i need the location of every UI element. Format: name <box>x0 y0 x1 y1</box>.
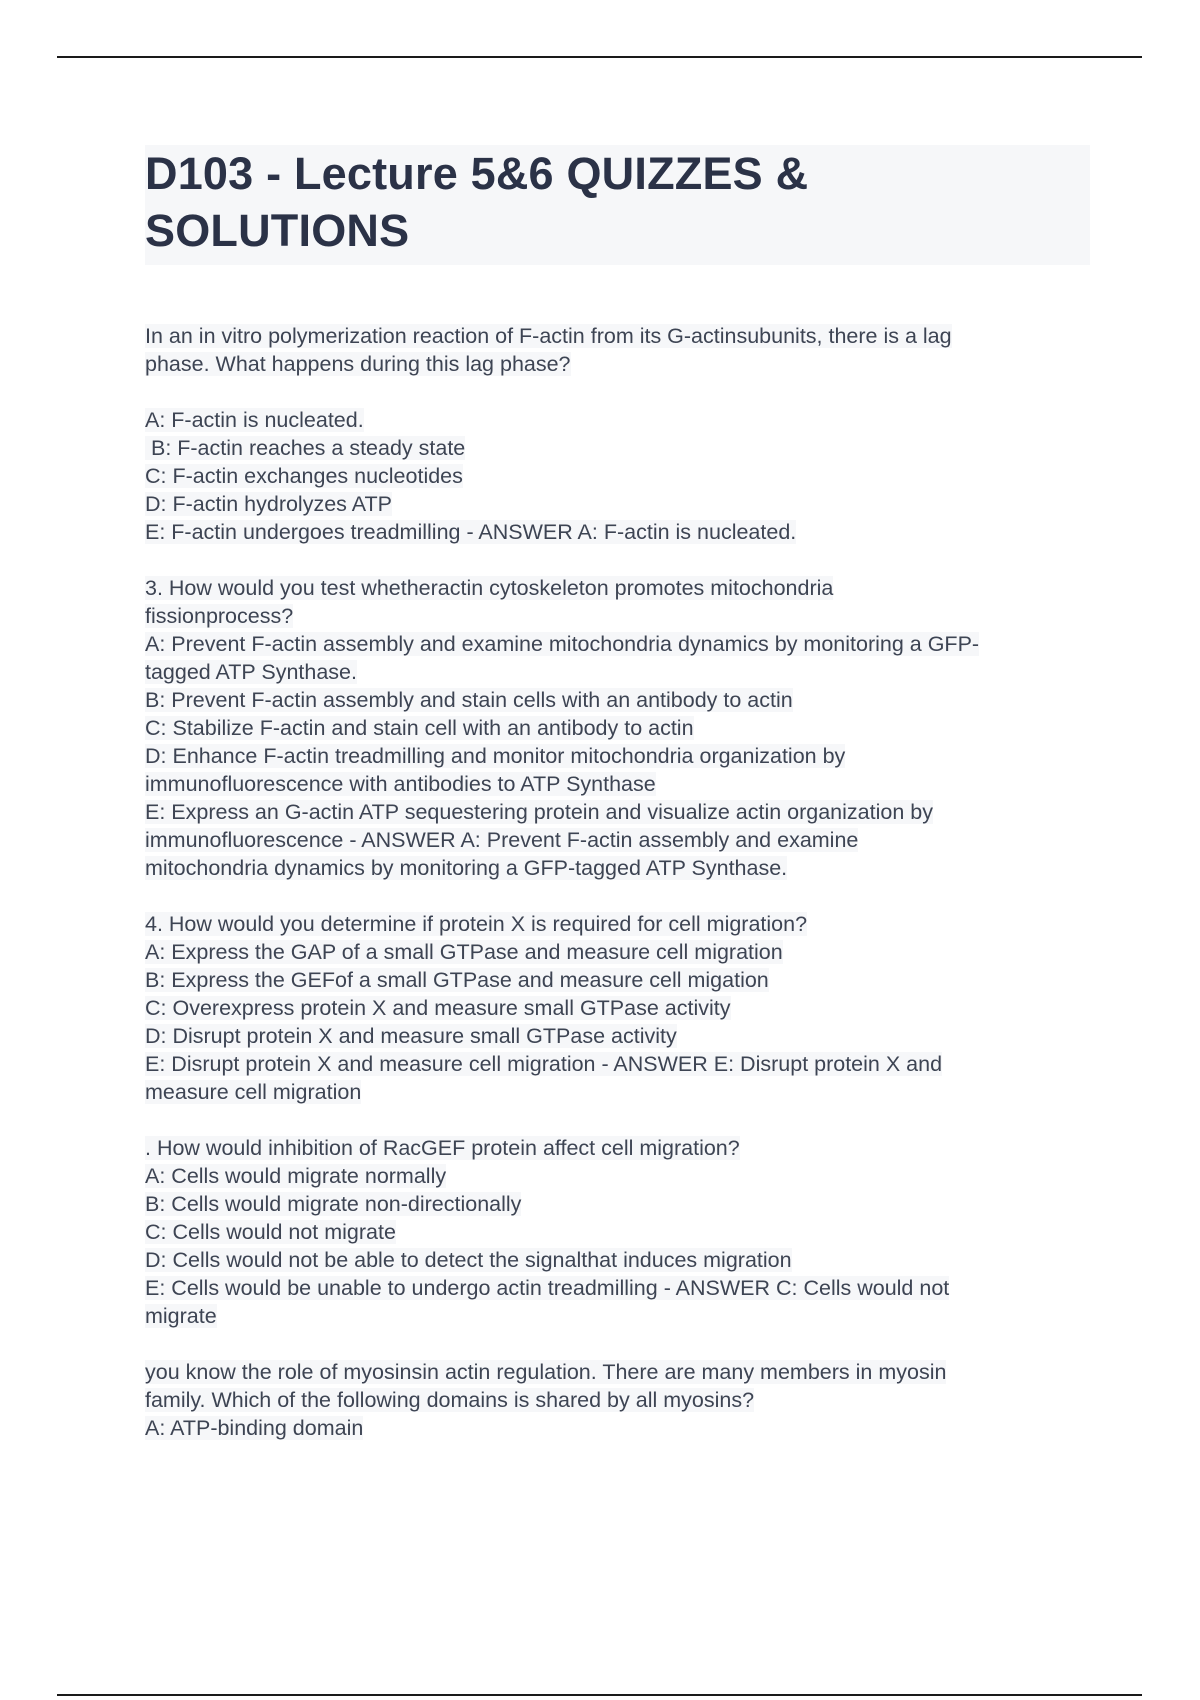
answer-option: D: Disrupt protein X and measure small GTPase activity <box>145 1024 677 1048</box>
answer-option: D: Cells would not be able to detect the signalthat induces migration <box>145 1248 792 1272</box>
answer-option: E: F-actin undergoes treadmilling - ANSWER A: F-actin is nucleated. <box>145 520 797 544</box>
answer-option: mitochondria dynamics by monitoring a GFP-tagged ATP Synthase. <box>145 856 788 880</box>
answer-option: C: F-actin exchanges nucleotides <box>145 464 463 488</box>
title-block <box>145 145 1090 265</box>
answer-option: E: Cells would be unable to undergo actin treadmilling - ANSWER C: Cells would not <box>145 1276 950 1300</box>
answer-option: B: Prevent F-actin assembly and stain cells with an antibody to actin <box>145 688 793 712</box>
question-block <box>145 1358 1090 1442</box>
answer-option: C: Cells would not migrate <box>145 1220 396 1244</box>
answer-option: A: Cells would migrate normally <box>145 1164 447 1188</box>
document-body <box>145 322 1090 1442</box>
answer-option: E: Express an G-actin ATP sequestering protein and visualize actin organization by <box>145 800 933 824</box>
answer-option: A: F-actin is nucleated. <box>145 408 364 432</box>
title-line: SOLUTIONS <box>145 205 410 256</box>
answer-option: E: Disrupt protein X and measure cell migration - ANSWER E: Disrupt protein X and <box>145 1052 943 1076</box>
answer-option: B: Express the GEFof a small GTPase and measure cell migation <box>145 968 769 992</box>
answer-option: A: Prevent F-actin assembly and examine mitochondria dynamics by monitoring a GFP- <box>145 632 980 656</box>
document-title <box>145 145 1090 259</box>
top-rule <box>57 56 1142 58</box>
text-line: . How would inhibition of RacGEF protein affect cell migration? <box>145 1136 740 1160</box>
blank-line <box>145 378 1090 406</box>
answer-option: D: Enhance F-actin treadmilling and monitor mitochondria organization by <box>145 744 846 768</box>
answer-option: A: Express the GAP of a small GTPase and measure cell migration <box>145 940 783 964</box>
answer-option: B: Cells would migrate non-directionally <box>145 1192 522 1216</box>
answer-option: measure cell migration <box>145 1080 362 1104</box>
bottom-rule <box>57 1694 1142 1696</box>
answer-option: immunofluorescence - ANSWER A: Prevent F-actin assembly and examine <box>145 828 859 852</box>
text-line: 4. How would you determine if protein X is required for cell migration? <box>145 912 808 936</box>
question-block <box>145 322 1090 546</box>
answer-option: tagged ATP Synthase. <box>145 660 357 684</box>
text-line: you know the role of myosinsin actin regulation. There are many members in myosin <box>145 1360 947 1384</box>
paragraph-gap <box>145 882 1090 910</box>
paragraph-gap <box>145 1106 1090 1134</box>
answer-option: immunofluorescence with antibodies to ATP Synthase <box>145 772 656 796</box>
question-block <box>145 1134 1090 1330</box>
answer-option: C: Overexpress protein X and measure small GTPase activity <box>145 996 731 1020</box>
answer-option: C: Stabilize F-actin and stain cell with an antibody to actin <box>145 716 694 740</box>
text-line: phase. What happens during this lag phase? <box>145 352 571 376</box>
paragraph-gap <box>145 1330 1090 1358</box>
text-line: 3. How would you test whetheractin cytoskeleton promotes mitochondria <box>145 576 834 600</box>
question-block <box>145 910 1090 1106</box>
answer-option: migrate <box>145 1304 217 1328</box>
answer-option: B: F-actin reaches a steady state <box>145 436 466 460</box>
question-block <box>145 574 1090 882</box>
answer-option: A: ATP-binding domain <box>145 1416 364 1440</box>
text-line: family. Which of the following domains is shared by all myosins? <box>145 1388 755 1412</box>
text-line: In an in vitro polymerization reaction of F-actin from its G-actinsubunits, there is a lag <box>145 324 952 348</box>
document-content <box>145 145 1090 1442</box>
answer-option: D: F-actin hydrolyzes ATP <box>145 492 392 516</box>
paragraph-gap <box>145 546 1090 574</box>
text-line: fissionprocess? <box>145 604 294 628</box>
title-line: D103 - Lecture 5&6 QUIZZES & <box>145 148 809 199</box>
